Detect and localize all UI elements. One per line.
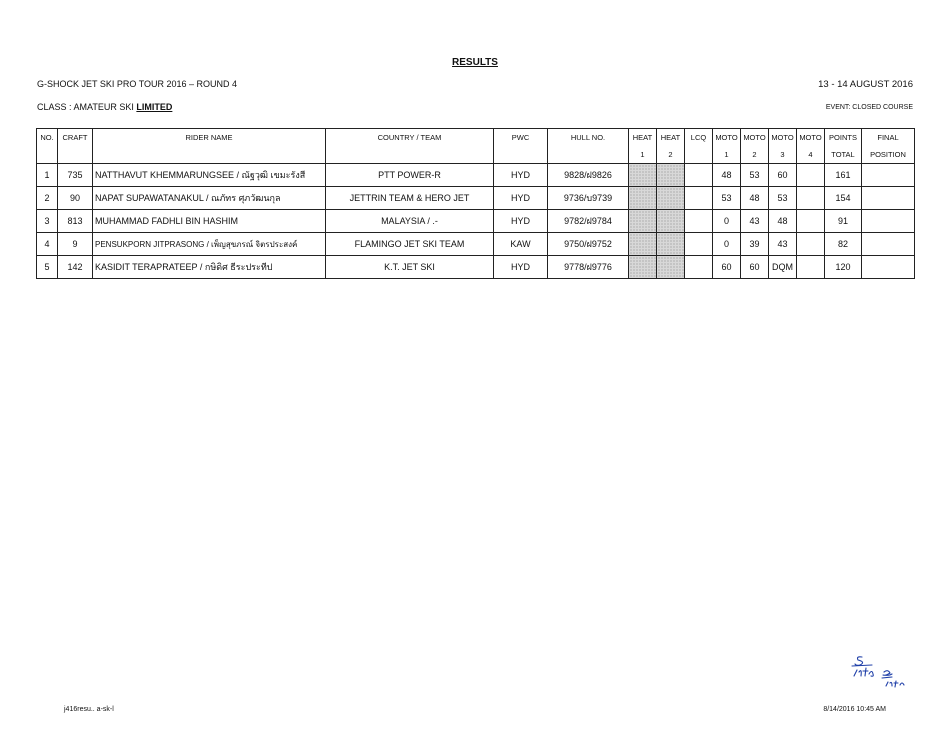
col-heat2-sub: 2 <box>657 146 685 164</box>
results-table <box>36 128 915 279</box>
cell-final <box>862 187 915 210</box>
cell-lcq <box>685 256 713 279</box>
col-points-sub: TOTAL <box>825 146 862 164</box>
col-pwc: PWC <box>494 129 548 147</box>
cell-heat1 <box>629 233 657 256</box>
class-limited: LIMITED <box>136 102 173 112</box>
col-final-sub: POSITION <box>862 146 915 164</box>
cell-moto1: 60 <box>713 256 741 279</box>
cell-hull: 9736/บ9739 <box>548 187 629 210</box>
event-date: 13 - 14 AUGUST 2016 <box>818 79 913 90</box>
cell-moto4 <box>797 187 825 210</box>
cell-lcq <box>685 164 713 187</box>
cell-moto2: 53 <box>741 164 769 187</box>
col-moto2: MOTO <box>741 129 769 147</box>
cell-final <box>862 164 915 187</box>
cell-craft: 735 <box>58 164 93 187</box>
cell-craft: 9 <box>58 233 93 256</box>
cell-rider: KASIDIT TERAPRATEEP / กษิดิศ ธีระประทีป <box>93 256 326 279</box>
cell-pwc: HYD <box>494 187 548 210</box>
file-reference: j416resu.. a-sk-l <box>64 706 114 713</box>
col-heat1-sub: 1 <box>629 146 657 164</box>
col-points: POINTS <box>825 129 862 147</box>
col-heat2: HEAT <box>657 129 685 147</box>
col-heat1: HEAT <box>629 129 657 147</box>
cell-moto3: 53 <box>769 187 797 210</box>
cell-pwc: HYD <box>494 210 548 233</box>
signature-ink <box>852 657 904 687</box>
cell-team: FLAMINGO JET SKI TEAM <box>326 233 494 256</box>
cell-rider: PENSUKPORN JITPRASONG / เพ็ญสุขภรณ์ จิตรประสงค์ <box>93 233 326 256</box>
cell-heat2 <box>657 210 685 233</box>
cell-points: 154 <box>825 187 862 210</box>
cell-moto2: 43 <box>741 210 769 233</box>
cell-no: 3 <box>37 210 58 233</box>
col-country: COUNTRY / TEAM <box>326 129 494 147</box>
col-moto1: MOTO <box>713 129 741 147</box>
cell-team: PTT POWER-R <box>326 164 494 187</box>
col-craft: CRAFT <box>58 129 93 147</box>
col-lcq: LCQ <box>685 129 713 147</box>
cell-moto2: 39 <box>741 233 769 256</box>
class-label <box>37 102 172 112</box>
cell-heat1 <box>629 210 657 233</box>
cell-rider: MUHAMMAD FADHLI BIN HASHIM <box>93 210 326 233</box>
col-moto1-sub: 1 <box>713 146 741 164</box>
cell-pwc: KAW <box>494 233 548 256</box>
event-name: G-SHOCK JET SKI PRO TOUR 2016 – ROUND 4 <box>37 79 238 89</box>
event-type: EVENT: CLOSED COURSE <box>825 104 913 111</box>
cell-moto4 <box>797 256 825 279</box>
cell-no: 2 <box>37 187 58 210</box>
cell-moto4 <box>797 210 825 233</box>
table-row <box>37 210 915 233</box>
header-row-top <box>37 129 915 147</box>
col-moto3: MOTO <box>769 129 797 147</box>
cell-moto1: 0 <box>713 233 741 256</box>
cell-points: 161 <box>825 164 862 187</box>
header-row-bottom <box>37 146 915 164</box>
cell-final <box>862 256 915 279</box>
cell-team: JETTRIN TEAM & HERO JET <box>326 187 494 210</box>
cell-heat1 <box>629 164 657 187</box>
cell-moto4 <box>797 233 825 256</box>
cell-pwc: HYD <box>494 256 548 279</box>
cell-moto3: 60 <box>769 164 797 187</box>
handwritten-signature <box>846 652 916 696</box>
table-row <box>37 187 915 210</box>
cell-team: K.T. JET SKI <box>326 256 494 279</box>
cell-final <box>862 233 915 256</box>
cell-moto3: DQM <box>769 256 797 279</box>
table-row <box>37 233 915 256</box>
col-moto4: MOTO <box>797 129 825 147</box>
cell-moto1: 53 <box>713 187 741 210</box>
cell-points: 82 <box>825 233 862 256</box>
cell-craft: 813 <box>58 210 93 233</box>
cell-no: 5 <box>37 256 58 279</box>
cell-lcq <box>685 233 713 256</box>
cell-rider: NATTHAVUT KHEMMARUNGSEE / ณัฐวุฒิ เขมะรังสี <box>93 164 326 187</box>
cell-hull: 9750/ฝ9752 <box>548 233 629 256</box>
table-row <box>37 164 915 187</box>
cell-final <box>862 210 915 233</box>
col-moto4-sub: 4 <box>797 146 825 164</box>
col-final: FINAL <box>862 129 915 147</box>
cell-moto1: 0 <box>713 210 741 233</box>
results-title: RESULTS <box>452 57 498 68</box>
col-moto3-sub: 3 <box>769 146 797 164</box>
cell-moto2: 48 <box>741 187 769 210</box>
cell-heat1 <box>629 256 657 279</box>
cell-no: 1 <box>37 164 58 187</box>
cell-hull: 9828/ฝ9826 <box>548 164 629 187</box>
cell-lcq <box>685 187 713 210</box>
cell-craft: 90 <box>58 187 93 210</box>
class-prefix: CLASS : AMATEUR SKI <box>37 102 137 112</box>
cell-no: 4 <box>37 233 58 256</box>
col-hull: HULL NO. <box>548 129 629 147</box>
cell-heat1 <box>629 187 657 210</box>
col-no: NO. <box>37 129 58 147</box>
table-row <box>37 256 915 279</box>
cell-rider: NAPAT SUPAWATANAKUL / ณภัทร ศุภวัฒนกุล <box>93 187 326 210</box>
cell-craft: 142 <box>58 256 93 279</box>
cell-moto3: 48 <box>769 210 797 233</box>
col-rider: RIDER NAME <box>93 129 326 147</box>
cell-lcq <box>685 210 713 233</box>
col-moto2-sub: 2 <box>741 146 769 164</box>
cell-heat2 <box>657 164 685 187</box>
cell-hull: 9782/ฝ9784 <box>548 210 629 233</box>
cell-heat2 <box>657 187 685 210</box>
cell-points: 120 <box>825 256 862 279</box>
cell-heat2 <box>657 256 685 279</box>
cell-moto3: 43 <box>769 233 797 256</box>
cell-team: MALAYSIA / .- <box>326 210 494 233</box>
print-timestamp: 8/14/2016 10:45 AM <box>823 706 886 713</box>
cell-hull: 9778/ฝ9776 <box>548 256 629 279</box>
cell-moto2: 60 <box>741 256 769 279</box>
cell-moto1: 48 <box>713 164 741 187</box>
cell-moto4 <box>797 164 825 187</box>
cell-points: 91 <box>825 210 862 233</box>
cell-pwc: HYD <box>494 164 548 187</box>
cell-heat2 <box>657 233 685 256</box>
